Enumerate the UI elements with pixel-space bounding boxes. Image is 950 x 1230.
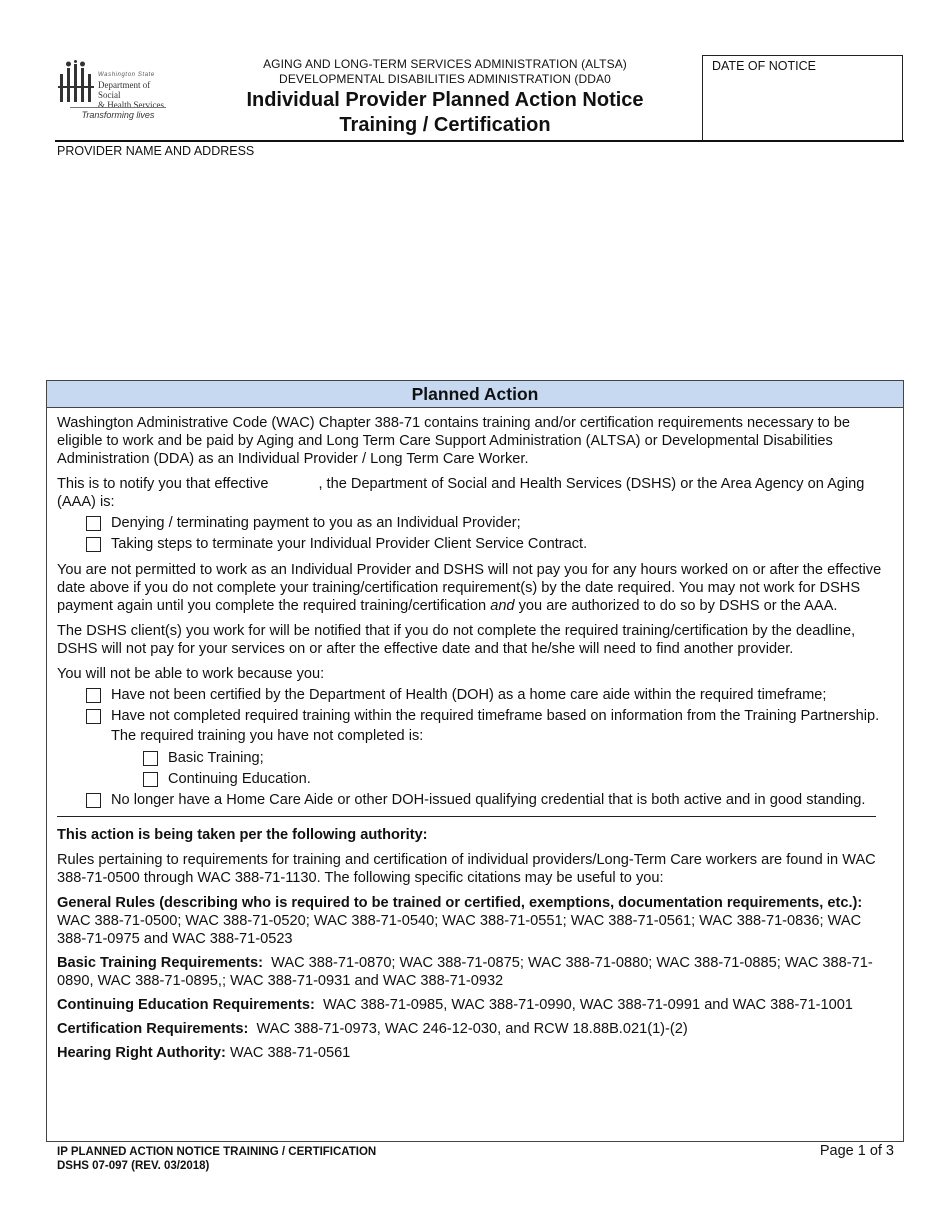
client-notice-paragraph: The DSHS client(s) you work for will be notified that if you do not complete the required training/certification by the deadline, DSHS will not pay for your services on or after the effective date and that he/she will need to find another provider. [57,623,856,657]
notify-text-2: , the Department of Social and Health Services (DSHS) or the Area Agency on Aging (AAA) is: [57,476,865,510]
planned-action-content [47,408,903,1062]
continuing-education-checkbox[interactable] [143,772,158,787]
citation-hearing [57,1044,893,1062]
authority-heading: This action is being taken per the following authority: [57,827,428,843]
citation-hearing-text: WAC 388-71-0561 [229,1045,351,1061]
reason-training [57,707,893,746]
citation-basic-label: Basic Training Requirements: [57,955,263,971]
reason-training-checkbox[interactable] [86,709,101,724]
citation-general-text: WAC 388-71-0500; WAC 388-71-0520; WAC 388-71-0540; WAC 388-71-0551; WAC 388-71-0561; WAC 388-71-0836; WAC 388-71-0975 and WAC 388-71-0523 [57,913,862,947]
continuing-education-label: Continuing Education. [168,771,311,787]
terminate-contract-checkbox[interactable] [86,537,101,552]
training-basic [57,749,893,767]
reason-credential [57,791,893,810]
reason-training-label: Have not completed required training within the required timeframe based on information from the Training Partnership. The required training you have not completed is: [111,708,880,744]
logo-state: Washington State [98,72,155,78]
provider-name-address-label: PROVIDER NAME AND ADDRESS [57,144,255,158]
not-permitted-paragraph [57,561,893,615]
reason-doh [57,686,893,704]
citation-certification-label: Certification Requirements: [57,1021,249,1037]
citation-continuing-label: Continuing Education Requirements: [57,997,315,1013]
citation-certification [57,1020,893,1038]
reason-credential-label: No longer have a Home Care Aide or other DOH-issued qualifying credential that is both active and in good standing. [111,792,866,808]
page-title-line-1: Individual Provider Planned Action Notice [246,89,644,111]
date-of-notice-field[interactable] [702,55,903,141]
notify-text-1: This is to notify you that effective [57,476,269,492]
logo-dept-line2: & Health Services [98,100,164,110]
option-terminate-contract [57,535,893,553]
planned-action-box [46,380,904,1142]
footer-form-info [57,1145,376,1173]
citation-general-label: General Rules (describing who is required to be trained or certified, exemptions, documentation requirements, etc.): [57,895,863,911]
deny-payment-label: Denying / terminating payment to you as an Individual Provider; [111,515,521,531]
planned-action-heading: Planned Action [47,381,903,408]
authority-intro: Rules pertaining to requirements for training and certification of individual providers/Long-Term Care workers are found in WAC 388-71-0500 through WAC 388-71-1130. The following specific citations may be useful to you: [57,852,876,886]
reason-doh-checkbox[interactable] [86,688,101,703]
intro-paragraph: Washington Administrative Code (WAC) Chapter 388-71 contains training and/or certification requirements necessary to be eligible to work and be paid by Aging and Long Term Care Support Administration (ALTSA) or Developmental Disabilities Administration (DDA) as an Individual Provider / Long Term Care Worker. [57,415,851,467]
training-continuing [57,770,893,788]
citation-continuing [57,996,893,1014]
agency-line-1: AGING AND LONG-TERM SERVICES ADMINISTRATION (ALTSA) [263,57,627,71]
page-number: Page 1 of 3 [819,1143,894,1159]
logo-dept-line1: Department of Social [98,80,151,100]
not-permitted-text-2: you are authorized to do so by DSHS or the AAA. [514,598,838,614]
section-divider [57,816,876,817]
page-title-line-2: Training / Certification [339,114,551,136]
header-divider [55,140,904,142]
reason-doh-label: Have not been certified by the Department of Health (DOH) as a home care aide within the required timeframe; [111,687,827,703]
citation-hearing-label: Hearing Right Authority: [57,1045,226,1061]
basic-training-label: Basic Training; [168,750,264,766]
terminate-contract-label: Taking steps to terminate your Individual Provider Client Service Contract. [111,536,588,552]
notify-paragraph [57,475,893,511]
agency-line-2: DEVELOPMENTAL DISABILITIES ADMINISTRATION (DDA0 [279,72,611,86]
logo-tagline: Transforming lives [70,107,166,120]
header-center [200,57,690,138]
date-of-notice-label: DATE OF NOTICE [712,59,816,73]
citation-basic-text: WAC 388-71-0870; WAC 388-71-0875; WAC 388-71-0880; WAC 388-71-0885; WAC 388-71-0890, WAC 388-71-0895,; WAC 388-71-0931 and WAC 388-71-0932 [57,955,873,989]
footer-form-number: DSHS 07-097 (REV. 03/2018) [57,1160,210,1172]
citation-continuing-text: WAC 388-71-0985, WAC 388-71-0990, WAC 388-71-0991 and WAC 388-71-1001 [322,997,853,1013]
reason-credential-checkbox[interactable] [86,793,101,808]
citation-certification-text: WAC 388-71-0973, WAC 246-12-030, and RCW 18.88B.021(1)-(2) [256,1021,688,1037]
not-permitted-and: and [490,598,515,614]
citation-basic [57,954,893,990]
option-deny-payment [57,514,893,532]
basic-training-checkbox[interactable] [143,751,158,766]
logo-dept [98,80,170,110]
footer-form-title: IP PLANNED ACTION NOTICE TRAINING / CERTIFICATION [57,1146,377,1158]
reasons-intro: You will not be able to work because you: [57,666,325,682]
deny-payment-checkbox[interactable] [86,516,101,531]
not-permitted-text-1: You are not permitted to work as an Individual Provider and DSHS will not pay you for any hours worked on or after the effective date above if you do not complete your training/certification requirement(s) by the date required. You may not work for DSHS payment again until you complete the required training/certification [57,562,882,614]
citation-general [57,894,893,948]
